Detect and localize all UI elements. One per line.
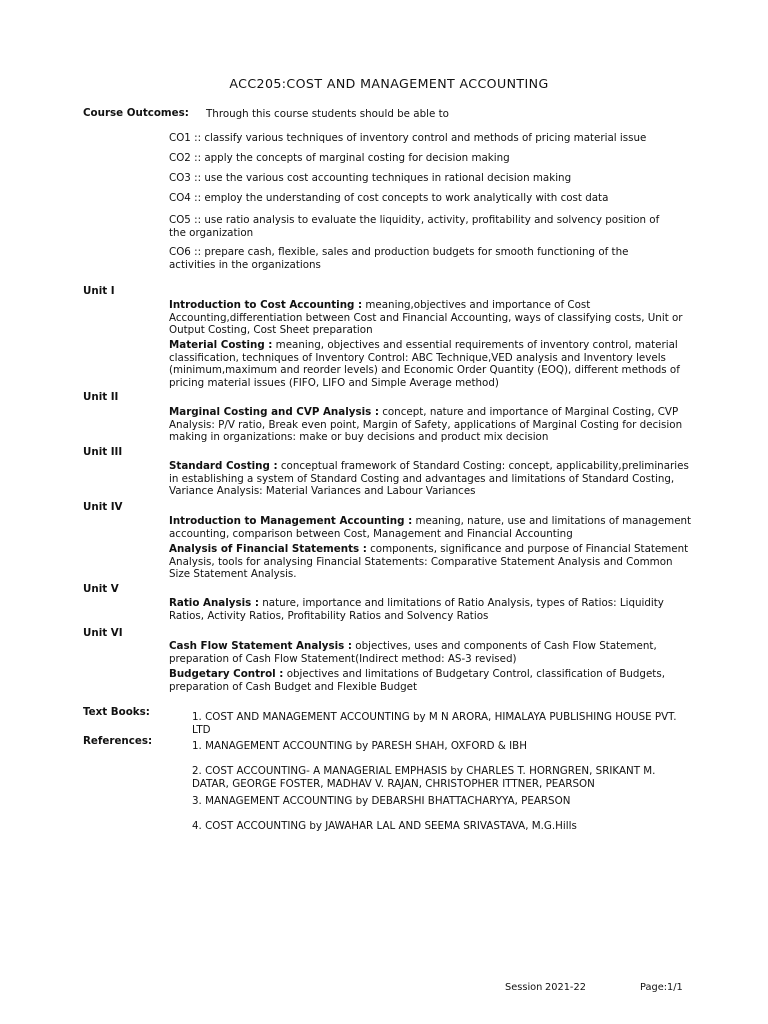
unit-topic (169, 515, 694, 540)
unit-topic (169, 543, 694, 581)
topic-heading: Marginal Costing and CVP Analysis : (169, 406, 379, 418)
unit-label: Unit I (83, 285, 115, 297)
topic-heading: Material Costing : (169, 339, 273, 351)
references-label: References: (83, 735, 153, 747)
topic-heading: Standard Costing : (169, 460, 278, 472)
unit-label: Unit VI (83, 627, 123, 639)
topic-text: objectives and limitations of Budgetary Control, classification of Budgets, preparation of Cash Budget and Flexible Budget (169, 668, 665, 693)
reference-item: 2. COST ACCOUNTING- A MANAGERIAL EMPHASIS by CHARLES T. HORNGREN, SRIKANT M. DATAR, GEORGE FOSTER, MADHAV V. RAJAN, CHRISTOPHER ITTNER, PEARSON (192, 765, 656, 790)
unit-topic (169, 668, 694, 693)
unit-topic (169, 406, 694, 444)
course-outcomes-intro: Through this course students should be able to (206, 108, 449, 120)
text-book-item: 1. COST AND MANAGEMENT ACCOUNTING by M N ARORA, HIMALAYA PUBLISHING HOUSE PVT. LTD (192, 711, 677, 736)
unit-topic (169, 640, 694, 665)
session-label: Session (505, 982, 543, 993)
unit-label: Unit II (83, 391, 119, 403)
course-outcome-item: CO3 :: use the various cost accounting techniques in rational decision making (169, 172, 572, 184)
reference-item: 1. MANAGEMENT ACCOUNTING by PARESH SHAH, OXFORD & IBH (192, 740, 527, 752)
unit-topic (169, 597, 694, 622)
topic-text: meaning, objectives and essential requirements of inventory control, material classification, techniques of Inventory Control: ABC Technique,VED analysis and Inventory levels (minimum,maximum and reorder levels) and Economic Order Quantity (EOQ), different methods of pricing material issues (FIFO, LIFO and Simple Average method) (169, 339, 680, 389)
topic-text: concept, nature and importance of Marginal Costing, CVP Analysis: P/V ratio, Break even point, Margin of Safety, applications of Marginal Costing for decision making in organizations: make or buy decisions and product mix decision (169, 406, 683, 443)
reference-item: 3. MANAGEMENT ACCOUNTING by DEBARSHI BHATTACHARYYA, PEARSON (192, 795, 571, 807)
course-outcome-item: CO6 :: prepare cash, flexible, sales and production budgets for smooth functioning of the activities in the organizations (169, 246, 629, 271)
session-value: 2021-22 (545, 982, 586, 993)
document-title: ACC205:COST AND MANAGEMENT ACCOUNTING (229, 76, 549, 91)
course-outcome-item: CO2 :: apply the concepts of marginal costing for decision making (169, 152, 510, 164)
topic-heading: Introduction to Management Accounting : (169, 515, 413, 527)
course-outcome-item: CO4 :: employ the understanding of cost concepts to work analytically with cost data (169, 192, 609, 204)
unit-topic (169, 460, 694, 498)
unit-label: Unit III (83, 446, 123, 458)
topic-text: conceptual framework of Standard Costing: concept, applicability,preliminaries in establishing a system of Standard Costing and advantages and limitations of Standard Costing, Variance Analysis: Material Variances and Labour Variances (169, 460, 689, 497)
course-outcome-item: CO1 :: classify various techniques of inventory control and methods of pricing material issue (169, 132, 647, 144)
topic-heading: Introduction to Cost Accounting : (169, 299, 363, 311)
page-number: Page:1/1 (640, 982, 683, 993)
topic-text: objectives, uses and components of Cash Flow Statement, preparation of Cash Flow Statement(Indirect method: AS-3 revised) (169, 640, 657, 665)
course-outcomes-label: Course Outcomes: (83, 107, 189, 119)
unit-topic (169, 339, 694, 389)
course-outcome-item: CO5 :: use ratio analysis to evaluate the liquidity, activity, profitability and solvency position of the organization (169, 214, 660, 239)
topic-heading: Cash Flow Statement Analysis : (169, 640, 353, 652)
unit-label: Unit IV (83, 501, 123, 513)
reference-item: 4. COST ACCOUNTING by JAWAHAR LAL AND SEEMA SRIVASTAVA, M.G.Hills (192, 820, 577, 832)
topic-heading: Analysis of Financial Statements : (169, 543, 367, 555)
text-books-label: Text Books: (83, 706, 150, 718)
unit-topic (169, 299, 694, 337)
topic-text: nature, importance and limitations of Ratio Analysis, types of Ratios: Liquidity Ratios, Activity Ratios, Profitability Ratios and Solvency Ratios (169, 597, 664, 622)
unit-label: Unit V (83, 583, 119, 595)
topic-heading: Ratio Analysis : (169, 597, 259, 609)
topic-heading: Budgetary Control : (169, 668, 284, 680)
topic-text: meaning, nature, use and limitations of management accounting, comparison between Cost, Management and Financial Accounting (169, 515, 692, 540)
topic-text: meaning,objectives and importance of Cost Accounting,differentiation between Cost and Financial Accounting, ways of classifying costs, Unit or Output Costing, Cost Sheet preparation (169, 299, 683, 336)
topic-text: components, significance and purpose of Financial Statement Analysis, tools for analysing Financial Statements: Comparative Statement Analysis and Common Size Statement Analysis. (169, 543, 689, 580)
